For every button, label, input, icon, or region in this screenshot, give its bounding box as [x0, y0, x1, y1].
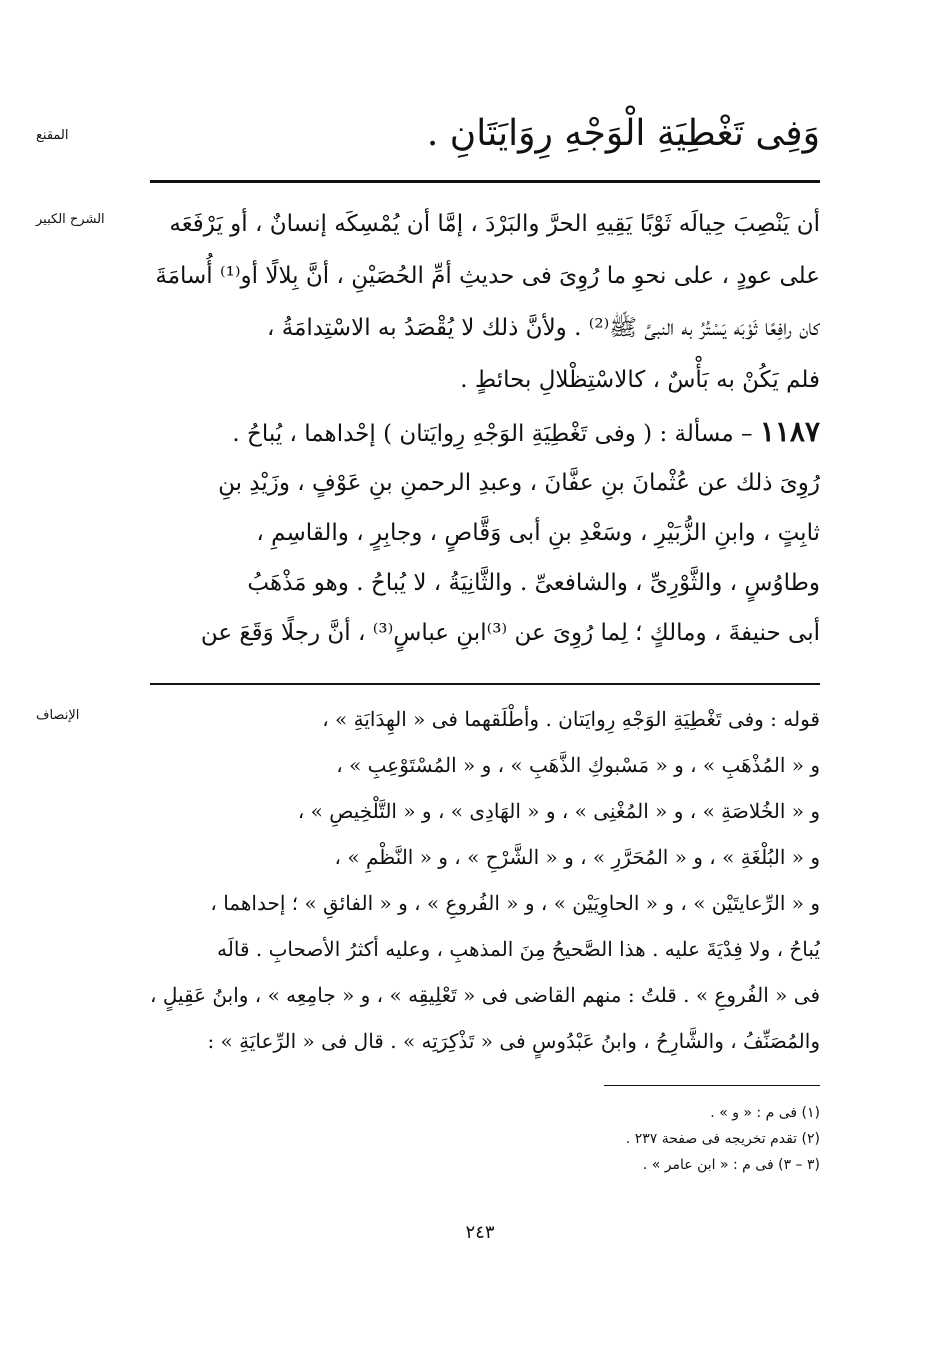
text-line: و « المُذْهَبِ » ، و « مَسْبوكِ الذَّهَبِ » ، و « المُسْتَوْعِبِ » ، [336, 753, 820, 777]
muqni-heading: وَفِى تَغْطِيَةِ الْوَجْهِ رِوَايَتَانِ . [426, 113, 820, 154]
page-number: ٢٤٣ [465, 1222, 495, 1243]
issue-text: – مسألة : ( وفى تَغْطِيَةِ الوَجْهِ رِوايَتان ) إحْداهما ، يُباحُ . [232, 421, 753, 447]
text-line: و « البُلْغَةِ » ، و « المُحَرَّرِ » ، و « الشَّرْحِ » ، و « النَّظْمِ » ، [334, 845, 820, 869]
text-line: و « الخُلاصَةِ » ، و « المُغْنِى » ، و « الهَادِى » ، و « التَّلْخِيصِ » ، [297, 799, 820, 823]
margin-label-sharh: الشرح الكبير [36, 212, 105, 227]
text-line: أبى حنيفةَ ، ومالكٍ ؛ لِما رُوِىَ عن ⁽³⁾ابنِ عباسٍ⁽³⁾ ، أنَّ رجلًا وَقَعَ عن [200, 620, 820, 646]
text-line: على عودٍ ، على نحوِ ما رُوِىَ فى حديثِ أمِّ الحُصَيْنِ ، أنَّ بِلالًا أو⁽¹⁾ أُسامَةَ [155, 263, 820, 289]
text-line: فى « الفُروعِ » . قلتُ : منهم القاضى فى « تَعْلِيقِه » ، و « جامِعِه » ، وابنُ عَقِيلٍ ، [150, 983, 820, 1007]
text-line: قوله : وفى تَغْطِيَةِ الوَجْهِ رِوايَتان . وأطْلَقهما فى « الهِدَايَةِ » ، [322, 707, 820, 731]
issue-number: ١١٨٧ [759, 415, 820, 448]
footnote-rule [604, 1085, 820, 1086]
margin-label-muqni: المقنع [36, 128, 69, 143]
text-line: والمُصَنِّفُ ، والشَّارِحُ ، وابنُ عَبْدُوسٍ فى « تَذْكِرَتِه » . قال فى « الرِّعايَةِ » : [207, 1029, 820, 1053]
text-line: أن يَنْصِبَ حِيالَه ثَوْبًا يَقِيهِ الحرَّ والبَرْدَ ، إمَّا أن يُمْسِكَه إنسانٌ ، أو يَرْفَعَه [169, 211, 820, 237]
footnote: (٢) تقدم تخريجه فى صفحة ٢٣٧ . [625, 1131, 820, 1147]
issue-line [148, 406, 820, 458]
footnote: (٣ – ٣) فى م : « ابن عامر » . [642, 1157, 820, 1173]
sharh-text [148, 198, 820, 658]
top-rule [150, 180, 820, 183]
text-line: ثابِتٍ ، وابنِ الزُّبَيْرِ ، وسَعْدِ بنِ أبى وَقَّاصٍ ، وجابِرٍ ، والقاسِمِ ، [256, 520, 820, 546]
middle-rule [150, 683, 820, 685]
footnote: (١) فى م : « و » . [710, 1105, 820, 1121]
text-line: كان رافِعًا ثَوْبَه يَسْتُرُ به النبىَّ ﷺ⁽²⁾ . ولأنَّ ذلك لا يُقْصَدُ به الاسْتِدامَةُ ، [267, 315, 820, 341]
insaf-text [148, 696, 820, 1064]
margin-label-insaf: الإنصاف [36, 708, 80, 723]
footnotes [440, 1100, 820, 1178]
text-line: رُوِىَ ذلك عن عُثْمانَ بنِ عفَّانَ ، وعبدِ الرحمنِ بنِ عَوْفٍ ، وزَيْدِ بنِ [218, 470, 820, 496]
text-line: فلم يَكُنْ به بَأْسٌ ، كالاسْتِظْلالِ بحائطٍ . [460, 367, 820, 393]
text-line: و « الرِّعايتَيْن » ، و « الحاوِيَيْن » ، و « الفُروعِ » ، و « الفائقِ » ؛ إحداهما ، [210, 891, 820, 915]
text-line: يُباحُ ، ولا فِدْيَةَ عليه . هذا الصَّحيحُ مِنَ المذهبِ ، وعليه أكثرُ الأصحابِ . قالَه [217, 937, 820, 961]
text-line: وطاوُسٍ ، والثَّوْرِىِّ ، والشافعىِّ . والثَّانِيَةُ ، لا يُباحُ . وهو مَذْهَبُ [247, 570, 820, 596]
